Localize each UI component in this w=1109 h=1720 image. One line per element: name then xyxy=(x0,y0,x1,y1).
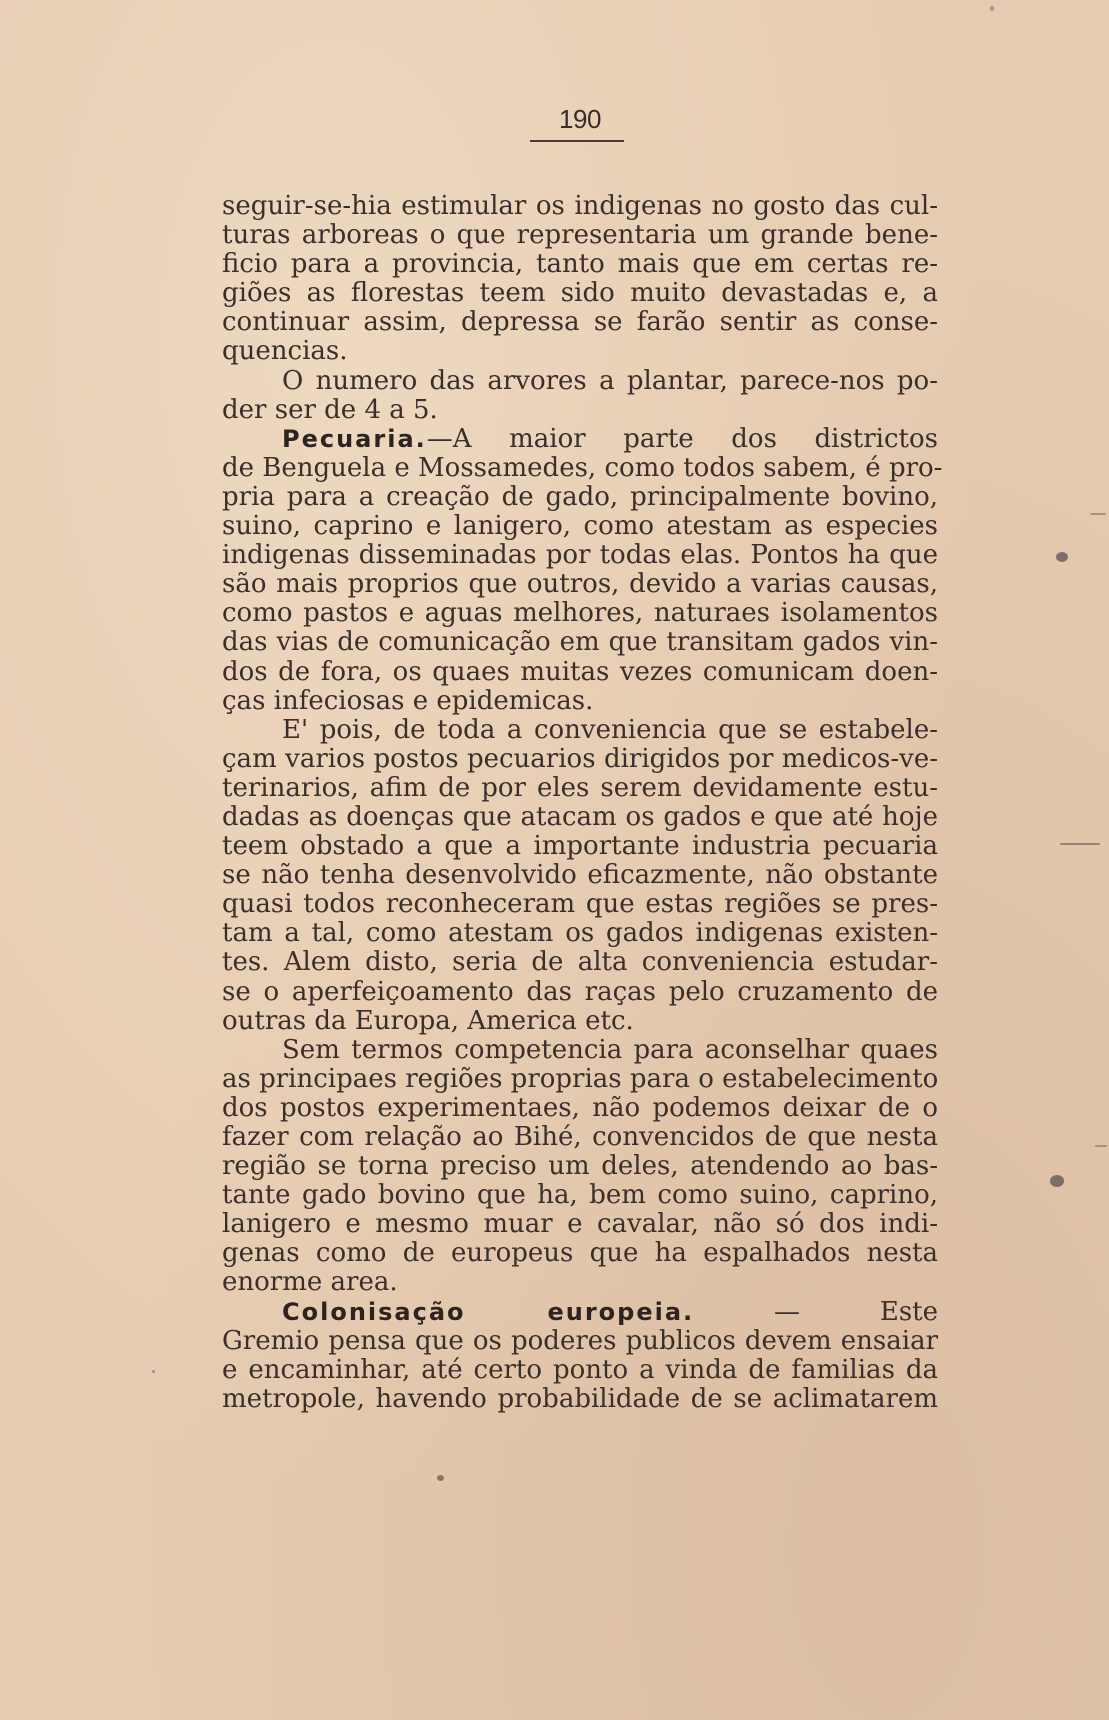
text-line: seguir-se-hia estimular os indigenas no gosto das cul- xyxy=(222,191,938,221)
text-line: genas como de europeus que ha espalhados nesta xyxy=(222,1238,938,1269)
text-line: indigenas disseminadas por todas elas. Pontos ha que xyxy=(222,540,938,571)
ink-speck xyxy=(437,1475,444,1481)
body-text xyxy=(222,191,943,1414)
text-line: outras da Europa, America etc. xyxy=(222,1005,634,1036)
text-line: enorme area. xyxy=(222,1267,398,1298)
section-heading-line xyxy=(222,1298,938,1327)
text-line: quencias. xyxy=(222,336,348,367)
text-line: dos de fora, os quaes muitas vezes comunicam doen- xyxy=(222,656,938,687)
ink-speck xyxy=(1050,1175,1064,1187)
text-line: ficio para a provincia, tanto mais que em certas re- xyxy=(222,249,938,280)
text-line: O numero das arvores a plantar, parece-nos po- xyxy=(282,365,938,396)
text-line: das vias de comunicação em que transitam gados vin- xyxy=(222,627,938,658)
text-line: teem obstado a que a importante industria pecuaria xyxy=(222,831,938,862)
text-line: dadas as doenças que atacam os gados e que até hoje xyxy=(222,801,938,832)
page-number-rule xyxy=(530,140,624,142)
text-line: as principaes regiões proprias para o estabelecimento xyxy=(222,1063,939,1094)
text-fragment: —A maior parte dos districtos xyxy=(426,423,938,454)
text-line: quasi todos reconheceram que estas regiões se pres- xyxy=(222,889,938,920)
text-line: lanigero e mesmo muar e cavalar, não só dos indi- xyxy=(222,1209,938,1240)
ink-speck xyxy=(1095,1145,1107,1147)
text-line: ças infeciosas e epidemicas. xyxy=(222,685,594,716)
text-line: E' pois, de toda a conveniencia que se estabele- xyxy=(282,714,938,745)
text-line: dos postos experimentaes, não podemos deixar de o xyxy=(222,1092,938,1123)
text-line: tam a tal, como atestam os gados indigenas existen- xyxy=(222,918,938,949)
section-heading-pecuaria: Pecuaria. xyxy=(282,424,427,453)
ink-speck xyxy=(152,1370,155,1373)
text-line: çam varios postos pecuarios dirigidos por medicos-ve- xyxy=(222,743,938,774)
text-line: fazer com relação ao Bihé, convencidos de que nesta xyxy=(222,1122,938,1152)
text-line: turas arboreas o que representaria um grande bene- xyxy=(222,220,938,251)
text-line: região se torna preciso um deles, atendendo ao bas- xyxy=(222,1151,938,1182)
page-number: 190 xyxy=(559,104,601,134)
text-line: de Benguela e Mossamedes, como todos sabem, é pro- xyxy=(222,452,943,483)
ink-speck xyxy=(990,6,994,11)
text-line: metropole, havendo probabilidade de se aclimatarem xyxy=(222,1383,938,1414)
text-line: Gremio pensa que os poderes publicos devem ensaiar xyxy=(222,1325,938,1356)
ink-speck xyxy=(1060,843,1100,845)
text-line: continuar assim, depressa se farão sentir as conse- xyxy=(222,307,938,338)
text-line: são mais proprios que outros, devido a varias causas, xyxy=(222,569,938,600)
text-line: giões as florestas teem sido muito devastadas e, a xyxy=(222,278,938,309)
ink-speck xyxy=(1056,552,1068,562)
text-line: como pastos e aguas melhores, naturaes isolamentos xyxy=(222,598,938,629)
text-line: se o aperfeiçoamento das raças pelo cruzamento de xyxy=(222,976,938,1007)
text-line: e encaminhar, até certo ponto a vinda de familias da xyxy=(222,1354,938,1385)
section-heading-colonisacao: Colonisação europeia. xyxy=(282,1297,695,1326)
text-line: tante gado bovino que ha, bem como suino, caprino, xyxy=(222,1180,938,1211)
text-line: se não tenha desenvolvido eficazmente, não obstante xyxy=(222,860,938,891)
text-fragment: — Este xyxy=(774,1296,939,1327)
text-line: tes. Alem disto, seria de alta conveniencia estudar- xyxy=(222,947,938,978)
text-line: terinarios, afim de por eles serem devidamente estu- xyxy=(222,772,938,803)
section-heading-line xyxy=(222,425,938,454)
text-line: der ser de 4 a 5. xyxy=(222,394,438,425)
ink-speck xyxy=(1090,513,1106,515)
text-line: Sem termos competencia para aconselhar quaes xyxy=(282,1034,938,1065)
text-line: suino, caprino e lanigero, como atestam as especies xyxy=(222,511,938,542)
text-line: pria para a creação de gado, principalmente bovino, xyxy=(222,481,938,512)
